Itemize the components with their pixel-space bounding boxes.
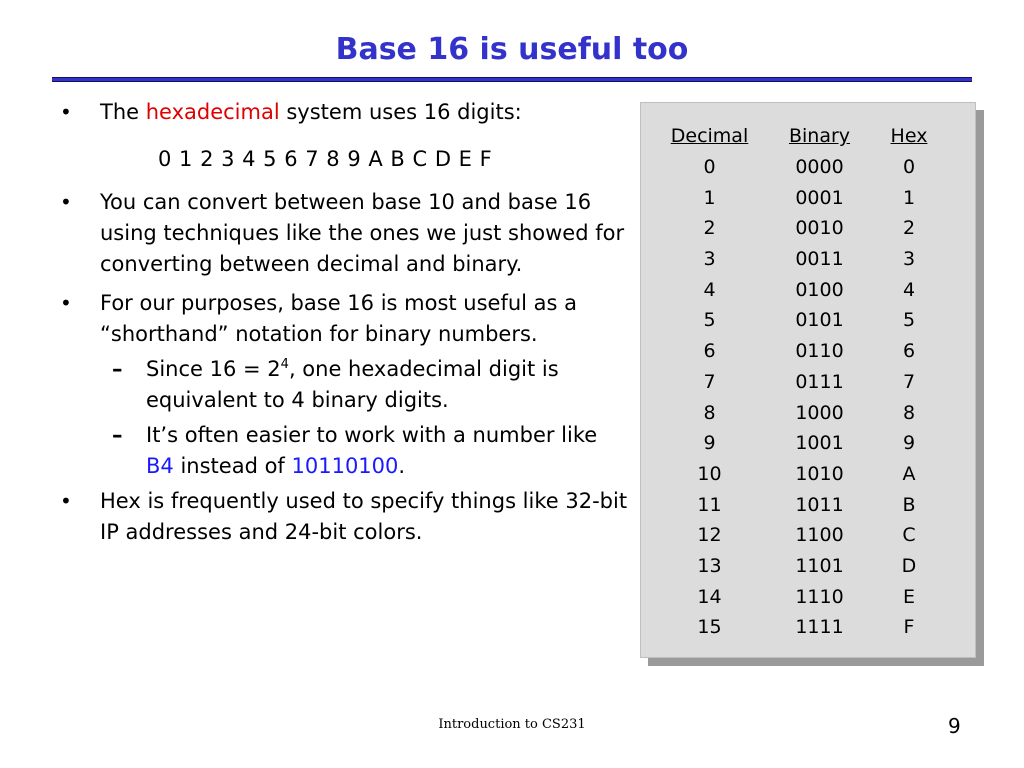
table-row [656,367,942,398]
cell-hex: 4 [902,278,916,301]
sub-text: . [398,454,406,478]
table-row [656,182,942,213]
cell-decimal: 8 [703,401,716,424]
cell-decimal: 15 [697,616,722,639]
cell-decimal: 9 [703,432,716,455]
header-decimal: Decimal [670,125,749,148]
cell-decimal: 10 [697,462,722,485]
sub-text: Since 16 = 2 [146,357,281,381]
cell-binary: 1110 [795,585,844,608]
cell-binary: 1111 [795,616,844,639]
cell-decimal: 6 [703,340,716,363]
bullet-conversion: • You can convert between base 10 and base 16 using techniques like the ones we just showed for converting between decimal and binary. [60,187,630,280]
table-row [656,305,942,336]
table-body [656,152,942,643]
table-row [656,489,942,520]
sub-text: , one hexadecimal digit is equivalent to 4 binary digits. [146,357,559,412]
cell-decimal: 12 [697,524,722,547]
cell-hex: 1 [902,186,916,209]
bullet-hex-system [60,97,630,128]
cell-hex: 7 [902,370,916,393]
title-divider [52,77,972,82]
sub-bullet-example [60,420,630,482]
header-binary: Binary [788,125,851,148]
conversion-table [656,121,942,643]
cell-hex: F [903,616,915,639]
table-row [656,459,942,490]
cell-hex: 9 [902,432,916,455]
table-row [656,551,942,582]
header-hex: Hex [890,125,928,148]
cell-binary: 1010 [795,462,844,485]
cell-hex: 6 [902,340,916,363]
highlight-hexadecimal: hexadecimal [145,100,280,124]
table-row [656,612,942,643]
superscript: 4 [280,357,289,372]
cell-binary: 1000 [795,401,844,424]
slide-title: Base 16 is useful too [335,32,689,67]
cell-hex: D [901,554,917,577]
cell-decimal: 0 [703,156,716,179]
sub-bullet-power [60,354,630,416]
sub-text: It’s often easier to work with a number like [146,423,598,447]
table-row [656,428,942,459]
cell-decimal: 2 [703,217,716,240]
page-number: 9 [948,714,961,738]
bullet-text: The [100,100,146,124]
slide-content [60,97,630,548]
cell-decimal: 13 [697,554,722,577]
hex-digits-line: 0 1 2 3 4 5 6 7 8 9 A B C D E F [158,147,493,171]
bullet-text: system uses 16 digits: [279,100,522,124]
cell-binary: 0110 [795,340,844,363]
table-row [656,244,942,275]
table-row [656,213,942,244]
cell-decimal: 3 [703,248,716,271]
cell-hex: 5 [902,309,916,332]
cell-hex: B [902,493,916,516]
sub-text: instead of [173,454,292,478]
cell-hex: 2 [902,217,916,240]
table-row [656,397,942,428]
cell-hex: A [902,462,916,485]
cell-decimal: 11 [697,493,722,516]
cell-binary: 0101 [795,309,844,332]
cell-decimal: 4 [703,278,716,301]
highlight-b4: B4 [146,454,174,478]
cell-decimal: 5 [703,309,716,332]
cell-binary: 1101 [795,554,844,577]
table-header-row [656,121,942,152]
cell-binary: 0111 [795,370,844,393]
cell-binary: 0010 [795,217,844,240]
cell-hex: 8 [902,401,916,424]
table-row [656,581,942,612]
cell-binary: 1011 [795,493,844,516]
cell-binary: 1100 [795,524,844,547]
cell-binary: 0011 [795,248,844,271]
footer-text: Introduction to CS231 [438,717,586,732]
cell-binary: 0100 [795,278,844,301]
cell-decimal: 7 [703,370,716,393]
cell-hex: 0 [902,156,916,179]
cell-hex: 3 [902,248,916,271]
bullet-usage: • Hex is frequently used to specify things like 32-bit IP addresses and 24-bit colors. [60,486,630,548]
bullet-shorthand: • For our purposes, base 16 is most useful as a “shorthand” notation for binary numbers. [60,288,630,350]
cell-decimal: 14 [697,585,722,608]
cell-hex: E [902,585,915,608]
table-row [656,336,942,367]
table-row [656,520,942,551]
cell-hex: C [902,524,916,547]
highlight-binary: 10110100 [291,454,399,478]
cell-binary: 0000 [795,156,844,179]
table-row [656,152,942,183]
cell-binary: 0001 [795,186,844,209]
table-row [656,274,942,305]
cell-binary: 1001 [795,432,844,455]
cell-decimal: 1 [703,186,716,209]
